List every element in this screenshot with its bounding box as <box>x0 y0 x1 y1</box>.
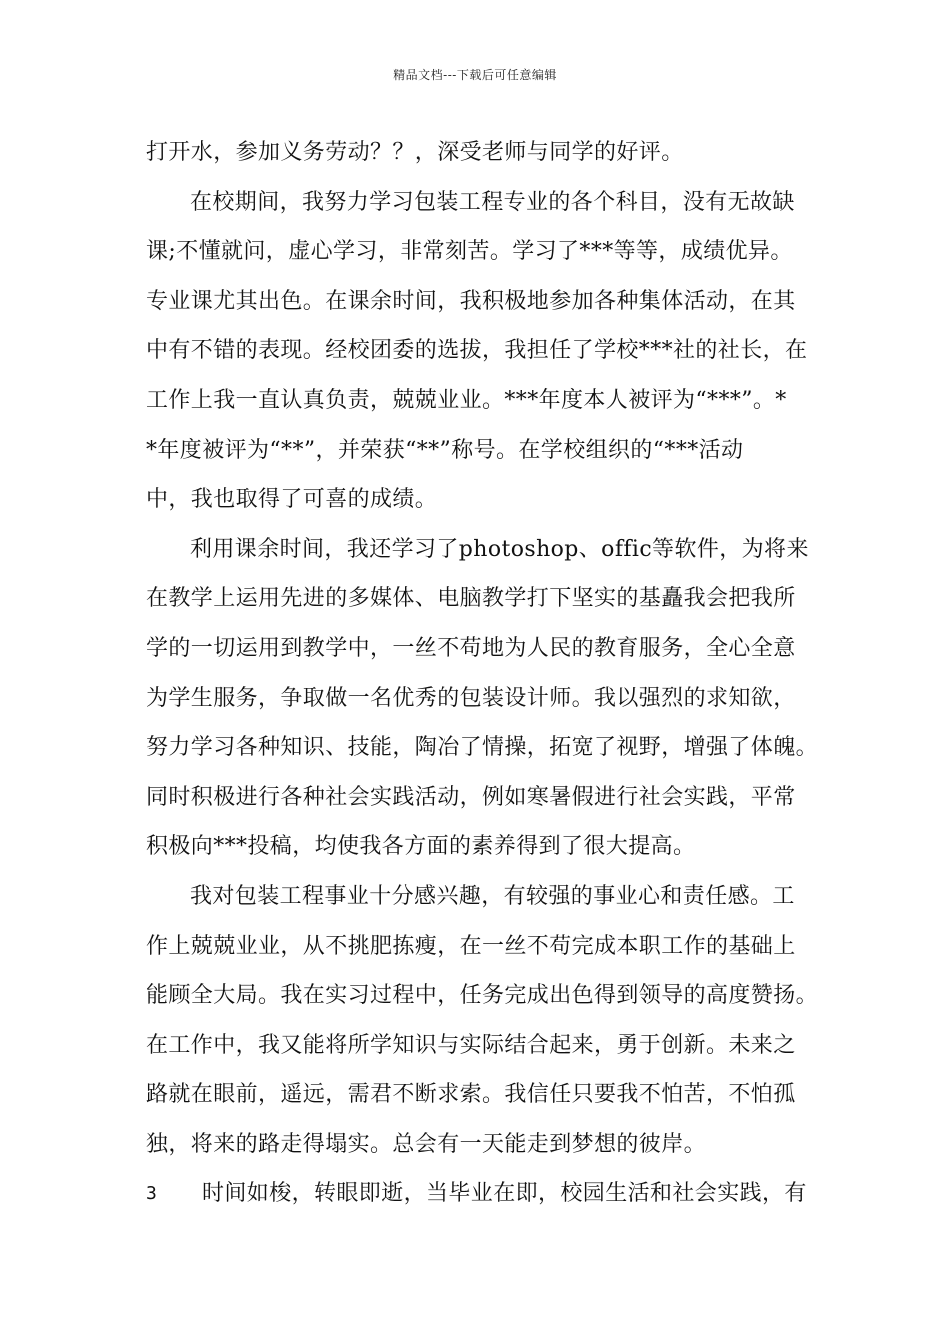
text-line: 在教学上运用先进的多媒体、电脑教学打下坚实的基矗我会把我所 <box>146 586 796 612</box>
text-line: 在校期间，我努力学习包装工程专业的各个科目，没有无故缺 <box>190 189 795 215</box>
text-line: *年度被评为“**”，并荣获“**”称号。在学校组织的“***活动 <box>146 437 744 463</box>
text-line: 中，我也取得了可喜的成绩。 <box>146 487 438 513</box>
section-number: 3 <box>146 1183 158 1205</box>
text-line: 专业课尤其出色。在课余时间，我积极地参加各种集体活动，在其 <box>146 288 796 314</box>
numbered-line <box>146 1169 846 1219</box>
text-line: 同时积极进行各种社会实践活动，例如寒暑假进行社会实践，平常 <box>146 784 796 810</box>
text-line: 路就在眼前，遥远，需君不断求索。我信任只要我不怕苦，不怕孤 <box>146 1082 796 1108</box>
text-line: 努力学习各种知识、技能，陶冶了情操，拓宽了视野，增强了体魄。 <box>146 735 819 761</box>
text-line: 时间如梭，转眼即逝，当毕业在即，校园生活和社会实践，有 <box>202 1181 807 1207</box>
text-line: 打开水，参加义务劳动？？，深受老师与同学的好评。 <box>146 140 684 165</box>
text-line: 在工作中，我又能将所学知识与实际结合起来，勇于创新。未来之 <box>146 1032 796 1058</box>
body-text <box>146 128 846 1219</box>
text-line: 能顾全大局。我在实习过程中，任务完成出色得到领导的高度赞扬。 <box>146 983 819 1009</box>
text-line: 独，将来的路走得塌实。总会有一天能走到梦想的彼岸。 <box>146 1131 707 1157</box>
text-line: 课;不懂就问，虚心学习，非常刻苦。学习了***等等，成绩优异。 <box>146 239 793 265</box>
text-line: 我对包装工程事业十分感兴趣，有较强的事业心和责任感。工 <box>190 883 795 909</box>
text-line: 积极向***投稿，均使我各方面的素养得到了很大提高。 <box>146 834 696 860</box>
text-line: 作上兢兢业业，从不挑肥拣瘦，在一丝不苟完成本职工作的基础上 <box>146 933 796 959</box>
text-line: 工作上我一直认真负责，兢兢业业。***年度本人被评为“***”。* <box>146 387 787 413</box>
text-line: 学的一切运用到教学中，一丝不苟地为人民的教育服务，全心全意 <box>146 635 796 661</box>
text-line: 中有不错的表现。经校团委的选拔，我担任了学校***社的社长，在 <box>146 338 808 364</box>
text-line: 利用课余时间，我还学习了photoshop、offic等软件，为将来 <box>190 536 809 562</box>
text-line: 为学生服务，争取做一名优秀的包装设计师。我以强烈的求知欲， <box>146 685 796 711</box>
page-header: 精品文档---下载后可任意编辑 <box>393 68 557 82</box>
